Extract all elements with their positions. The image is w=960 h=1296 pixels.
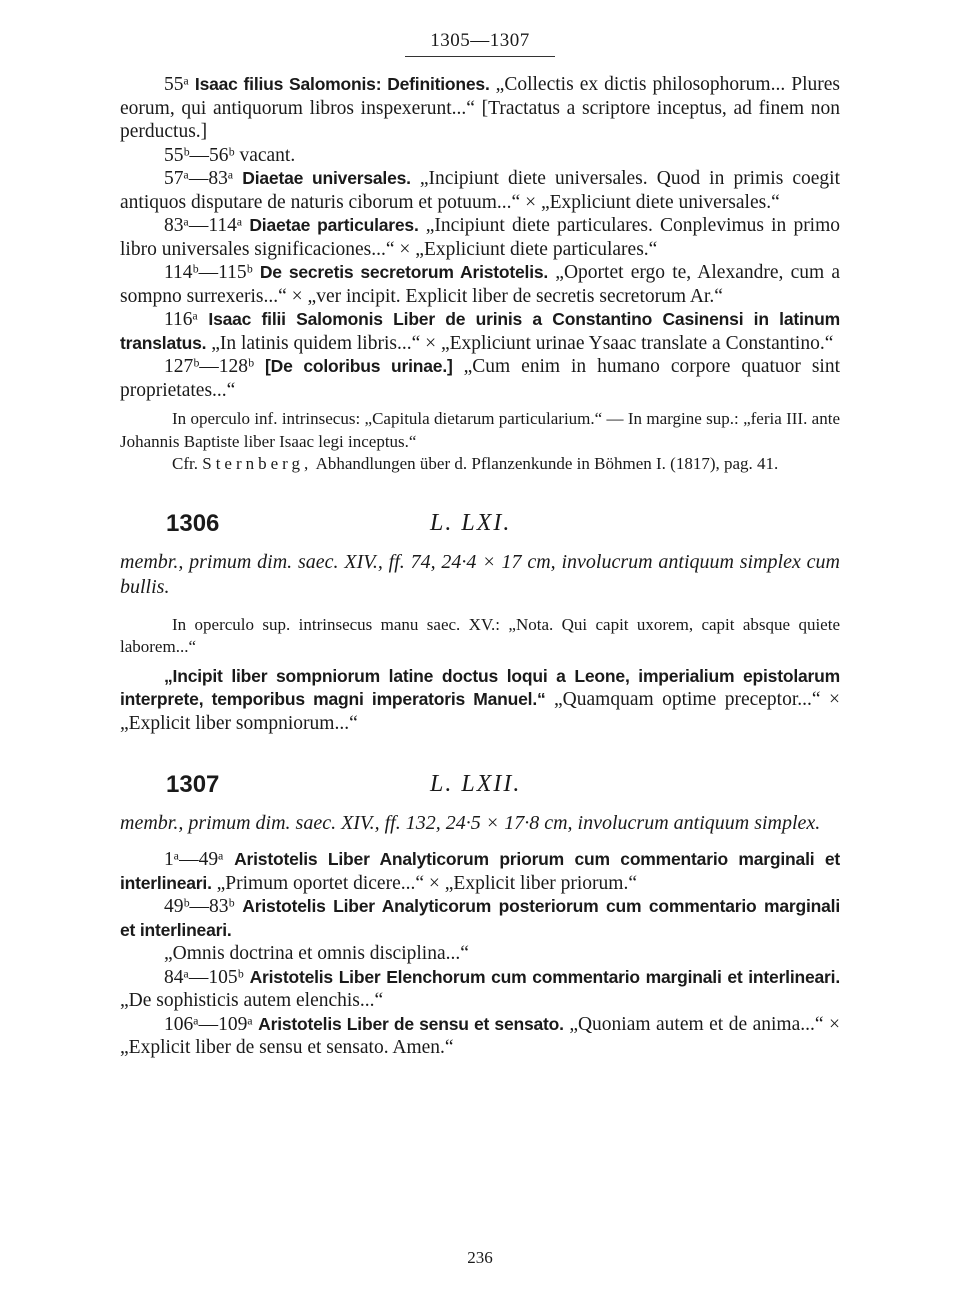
author-name: Sternberg, [202,454,313,473]
folio-range: 84ᵃ—105ᵇ [164,966,244,988]
entry [120,144,840,168]
entry-text: „Oportet ergo te, Alexandre, cum a sompno surrexeris...“ × „ver incipit. Explicit liber de secretis secretorum Ar.“ [120,262,841,307]
entry-text: „Omnis doctrina et omnis disciplina...“ [164,943,469,964]
entry-title: De secretis secretorum Aristotelis. [259,262,549,282]
entry [120,848,840,895]
note [120,453,840,476]
entry-text: „De sophisticis autem elenchis...“ [120,990,384,1011]
folio-range: 106ᵃ—109ᵃ [164,1013,253,1035]
entry [120,665,840,736]
note: In operculo inf. intrinsecus: „Capitula dietarum particularium.“ — In margine sup.: „feria III. ante Johannis Baptiste liber Isaac legi inceptus.“ [120,409,840,451]
entry [120,966,840,1013]
running-head: 1305—1307 [405,30,555,57]
physical-description: membr., primum dim. saec. XIV., ff. 132, 24·5 × 17·8 cm, involucrum antiquum simplex. [120,812,821,834]
folio-range: 83ᵃ—114ᵃ [164,215,243,236]
entry [120,73,840,144]
entry-title: Isaac filius Salomonis: Definitiones. [194,74,490,94]
folio-range: 116ᵃ [164,309,198,330]
entry-text: „Quamquam optime preceptor...“ × „Explicit liber sompniorum...“ [120,689,840,734]
entry-title: Diaetae particulares. [249,215,419,235]
entry-title: Diaetae universales. [242,168,411,188]
entry-title: [De coloribus urinae.] [265,356,453,376]
entry-title: Aristotelis Liber Analyticorum posteriorum cum commentario marginali et interlineari. [120,896,840,940]
entry-text: „Primum oportet dicere...“ × „Explicit liber priorum.“ [216,872,637,894]
entry-text: „Quoniam autem et de anima...“ × „Explicit liber de sensu et sensato. Amen.“ [120,1013,840,1058]
manuscript-number: 1306 [166,509,220,537]
physical-description: membr., primum dim. saec. XIV., ff. 74, 24·4 × 17 cm, involucrum antiquum simplex cum bullis. [120,550,840,598]
note: In operculo sup. intrinsecus manu saec. XV.: „Nota. Qui capit uxorem, capit absque quiete laborem...“ [120,614,840,656]
folio-range: 49ᵇ—83ᵇ [164,896,235,917]
manuscript-number: 1307 [166,771,220,798]
entry [120,308,840,355]
entry-text: „Incipiunt diete particulares. Conplevimus in primo libro universales significaciones...“ × „Expliciunt diete particulares.“ [120,215,841,260]
manuscript-heading [120,510,840,546]
entry [120,1013,840,1060]
entry-title: „Incipit liber sompniorum latine doctus loqui a Leone, imperialium epistolarum interprete, temporibus magni imperatoris Manuel.“ [120,665,840,709]
page-number: 236 [467,1248,493,1267]
manuscript-1305-continued [120,73,840,476]
shelf-signature: L. LXII. [430,771,522,797]
entry-text: „Collectis ex dictis philosophorum... Plures eorum, qui antiquorum libros inspexerunt...“ [Tractatus a scriptore inceptus, ad finem non perductus.] [120,74,841,142]
folio-range: 57ᵃ—83ᵃ [164,168,234,189]
entry-title: Aristotelis Liber Elenchorum cum commentario marginali et interlineari. [249,966,840,987]
entry [120,167,840,214]
folio-range: 127ᵇ—128ᵇ [164,356,255,377]
note-text: Cfr. [172,454,198,473]
manuscript-heading [120,771,840,807]
catalogue-page [120,30,841,1267]
entry-text: 55ᵇ—56ᵇ vacant. [164,144,296,166]
manuscript-1306 [120,510,840,736]
folio-range: 55ᵃ [164,74,189,95]
manuscript-1307 [120,771,840,1060]
entry [120,261,840,308]
folio-range: 1ᵃ—49ᵃ [164,849,224,870]
shelf-signature: L. LXI. [430,509,512,536]
entry-title: Aristotelis Liber de sensu et sensato. [258,1013,564,1034]
note-text: Abhandlungen über d. Pflanzenkunde in Böhmen I. (1817), pag. 41. [315,454,779,473]
folio-range: 114ᵇ—115ᵇ [164,262,253,283]
entry [120,895,840,942]
entry-text: „Incipiunt diete universales. Quod in primis coegit antiquos disputare de naturis ciborum et potuum...“ × „Expliciunt diete universales.“ [120,168,841,213]
entry [120,214,840,261]
entry-title: Aristotelis Liber Analyticorum priorum cum commentario marginali et interlineari. [120,849,840,893]
entry [120,355,840,402]
entry-text: „In latinis quidem libris...“ × „Expliciunt urinae Ysaac translate a Constantino.“ [211,332,834,354]
entry-title: Isaac filii Salomonis Liber de urinis a Constantino Casinensi in latinum translatus. [120,309,840,353]
entry-text: „Cum enim in humano corpore quatuor sint proprietates...“ [120,356,840,401]
